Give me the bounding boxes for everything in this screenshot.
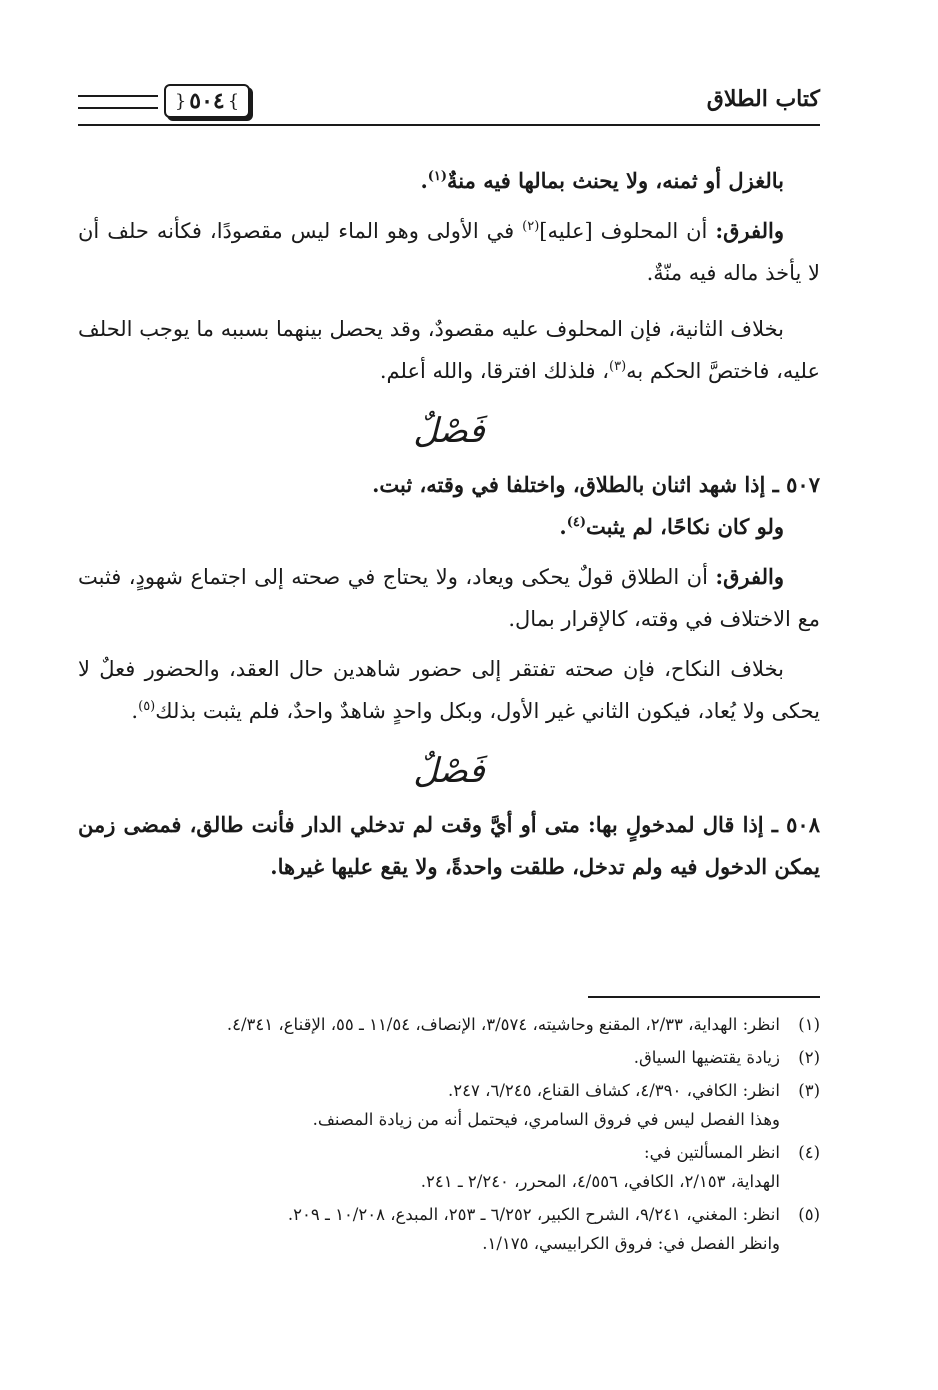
footnote-line: وهذا الفصل ليس في فروق السامري، فيحتمل أنه من زيادة المصنف. bbox=[312, 1110, 780, 1129]
paragraph-text: أن المحلوف [عليه] bbox=[539, 219, 708, 243]
header-rule bbox=[78, 124, 820, 126]
footnote-text bbox=[78, 1076, 780, 1134]
book-title: كتاب الطلاق bbox=[706, 86, 820, 112]
page-number: ٥٠٤ bbox=[189, 88, 225, 114]
ornament-bracket-icon: { bbox=[174, 90, 187, 112]
footnote-line: انظر: الهداية، ٢/٣٣، المقنع وحاشيته، ٣/٥٧٤، الإنصاف، ١١/٥٤ ـ ٥٥، الإقناع، ٤/٣٤١. bbox=[226, 1015, 780, 1034]
contrast-paragraph bbox=[78, 308, 820, 392]
footnotes bbox=[78, 1010, 820, 1262]
difference-label: والفرق: bbox=[715, 564, 784, 589]
footnote-line: زيادة يقتضيها السياق. bbox=[633, 1048, 780, 1067]
issue-507: ٥٠٧ ـ إذا شهد اثنان بالطلاق، واختلفا في وقته، ثبت. bbox=[372, 472, 820, 497]
section-heading: فَصْلٌ bbox=[413, 411, 485, 451]
footnote-number: (٤) bbox=[798, 1143, 820, 1162]
footnote-number: (٣) bbox=[798, 1081, 820, 1100]
footnote-number: (٢) bbox=[798, 1048, 820, 1067]
page-header bbox=[78, 84, 820, 132]
difference-paragraph bbox=[78, 210, 820, 294]
main-text bbox=[78, 160, 820, 888]
difference-label: والفرق: bbox=[715, 218, 784, 243]
footnote-item bbox=[78, 1138, 820, 1196]
issue-508: ٥٠٨ ـ إذا قال لمدخولٍ بها: متى أو أيَّ وقت لم تدخلي الدار فأنت طالق، فمضى زمن يمكن الدخول فيه ولم تدخل، طلقت واحدةً، ولا يقع عليها غيرها. bbox=[78, 812, 820, 879]
paragraph-text: بخلاف النكاح، فإن صحته تفتقر إلى حضور شاهدين حال العقد، والحضور فعلٌ لا يحكى ولا يُعاد، فيكون الثاني غير الأول، وبكل واحدٍ شاهدٌ واحدٌ، فلم يثبت بذلك bbox=[78, 657, 820, 723]
footnote-item bbox=[78, 1076, 820, 1134]
footnote-line: انظر المسألتين في: bbox=[644, 1143, 780, 1162]
footnote-item bbox=[78, 1200, 820, 1258]
header-ornament-lines bbox=[78, 95, 158, 109]
footnote-text bbox=[78, 1138, 780, 1196]
paragraph-text: في الأولى وهو الماء ليس مقصودًا، فكأنه حلف أن لا يأخذ ماله فيه منّةٌ. bbox=[78, 219, 820, 285]
paragraph-text: ولو كان نكاحًا، لم يثبت bbox=[586, 514, 784, 539]
footnote-ref: (٤) bbox=[566, 515, 587, 530]
paragraph-text: ، فلذلك افترقا، والله أعلم. bbox=[379, 359, 610, 383]
paragraph-text: بالغزل أو ثمنه، ولا يحنث بمالها فيه منةٌ bbox=[447, 168, 784, 193]
footnote-ref: (٥) bbox=[138, 699, 156, 714]
ornament-bracket-icon: } bbox=[227, 90, 240, 112]
footnote-item bbox=[78, 1043, 820, 1072]
paragraph-continuation: بالغزل أو ثمنه، ولا يحنث بمالها فيه منةٌ$^{(١)}$. bbox=[420, 168, 784, 193]
footnote-text bbox=[78, 1200, 780, 1258]
footnote-number: (٥) bbox=[798, 1205, 820, 1224]
footnote-line: انظر: الكافي، ٤/٣٩٠، كشاف القناع، ٦/٢٤٥، ٢٤٧. bbox=[448, 1081, 780, 1100]
footnote-line: وانظر الفصل في: فروق الكرابيسي، ١/١٧٥. bbox=[482, 1234, 780, 1253]
section-heading: فَصْلٌ bbox=[413, 751, 485, 791]
contrast-paragraph: بخلاف النكاح، فإن صحته تفتقر إلى حضور شاهدين حال العقد، والحضور فعلٌ لا يحكى ولا يُعاد، فيكون الثاني غير الأول، وبكل واحدٍ شاهدٌ واحدٌ، فلم يثبت بذلك$^{(٥)}$. bbox=[78, 657, 820, 723]
page-number-frame bbox=[164, 84, 250, 118]
footnote-item bbox=[78, 1010, 820, 1039]
issue-507-second: ولو كان نكاحًا، لم يثبت$^{(٤)}$. bbox=[559, 514, 784, 539]
paragraph-text: بخلاف الثانية، فإن المحلوف عليه مقصودٌ، وقد يحصل بينهما بسببه ما يوجب الحلف عليه، فاختصَّ الحكم به bbox=[78, 317, 820, 383]
paragraph-text: أن الطلاق قولٌ يحكى ويعاد، ولا يحتاج في صحته إلى اجتماع شهودٍ، فثبت مع الاختلاف في وقته، كالإقرار بمال. bbox=[78, 565, 820, 631]
footnote-text bbox=[78, 1043, 780, 1072]
footnote-number: (١) bbox=[798, 1015, 820, 1034]
footnote-separator bbox=[588, 996, 820, 998]
footnote-ref: (١) bbox=[427, 169, 448, 184]
difference-paragraph bbox=[78, 556, 820, 640]
footnote-ref: (٢) bbox=[522, 219, 540, 234]
footnote-line: الهداية، ٢/١٥٣، الكافي، ٤/٥٥٦، المحرر، ٢/٢٤٠ ـ ٢٤١. bbox=[420, 1172, 780, 1191]
footnote-text bbox=[78, 1010, 780, 1039]
footnote-line: انظر: المغني، ٩/٢٤١، الشرح الكبير، ٦/٢٥٢ ـ ٢٥٣، المبدع، ١٠/٢٠٨ ـ ٢٠٩. bbox=[287, 1205, 780, 1224]
footnote-ref: (٣) bbox=[609, 359, 627, 374]
